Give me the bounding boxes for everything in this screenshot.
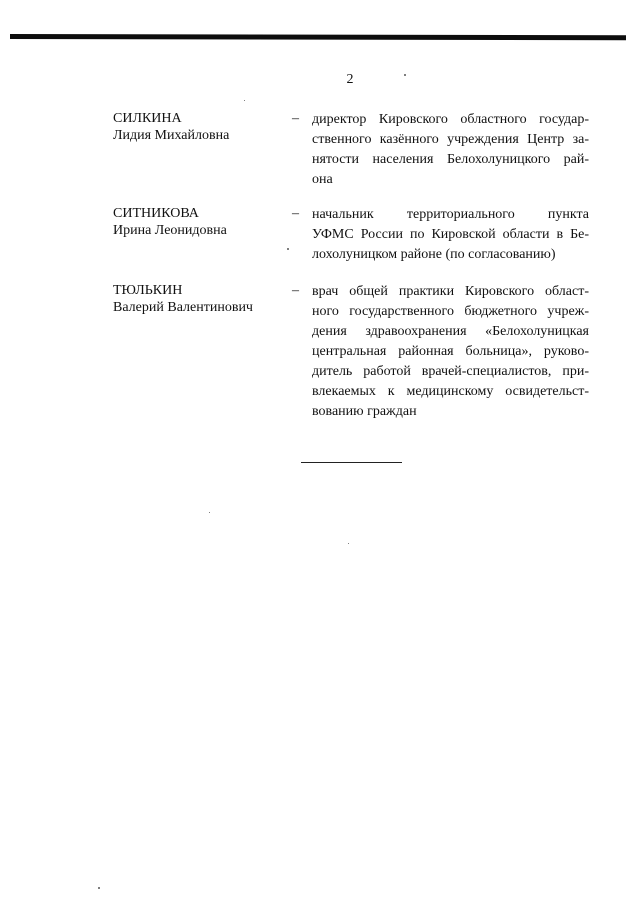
scan-edge-bar	[10, 34, 626, 40]
member-given-name: Лидия Михайловна	[113, 128, 230, 143]
page-number: 2	[346, 72, 354, 87]
scan-speck	[98, 887, 100, 889]
role-line: врач общей практики Кировского област-	[312, 284, 589, 299]
member-surname: СИЛКИНА	[113, 111, 182, 126]
member-role	[312, 110, 589, 190]
role-line: дитель работой врачей-специалистов, при-	[312, 364, 589, 379]
member-name-block	[113, 110, 283, 144]
role-line: нятости населения Белохолуницкого рай-	[312, 152, 589, 167]
member-surname: СИТНИКОВА	[113, 206, 199, 221]
role-line: влекаемых к медицинскому освидетельст-	[312, 384, 589, 399]
role-line: центральная районная больница», руково-	[312, 344, 589, 359]
role-line: лохолуницком районе (по согласованию)	[312, 247, 556, 262]
role-line: начальник территориального пункта	[312, 207, 589, 222]
member-name-block	[113, 205, 283, 239]
role-line: дения здравоохранения «Белохолуницкая	[312, 324, 589, 339]
scan-speck	[348, 543, 349, 544]
scan-speck	[287, 248, 289, 250]
member-surname: ТЮЛЬКИН	[113, 283, 183, 298]
member-given-name: Валерий Валентинович	[113, 300, 253, 315]
dash-separator: –	[292, 206, 299, 221]
member-role	[312, 282, 589, 422]
role-line: директор Кировского областного государ-	[312, 112, 589, 127]
scan-speck	[244, 100, 245, 101]
member-given-name: Ирина Леонидовна	[113, 223, 227, 238]
role-line: ственного казённого учреждения Центр за-	[312, 132, 589, 147]
role-line: вованию граждан	[312, 404, 417, 419]
member-role	[312, 205, 589, 265]
scan-speck	[404, 74, 406, 76]
dash-separator: –	[292, 111, 299, 126]
scan-speck	[209, 512, 210, 513]
role-line: она	[312, 172, 333, 187]
dash-separator: –	[292, 283, 299, 298]
closing-rule	[301, 462, 402, 463]
role-line: ного государственного бюджетного учреж-	[312, 304, 589, 319]
role-line: УФМС России по Кировской области в Бе-	[312, 227, 589, 242]
member-name-block	[113, 282, 283, 316]
